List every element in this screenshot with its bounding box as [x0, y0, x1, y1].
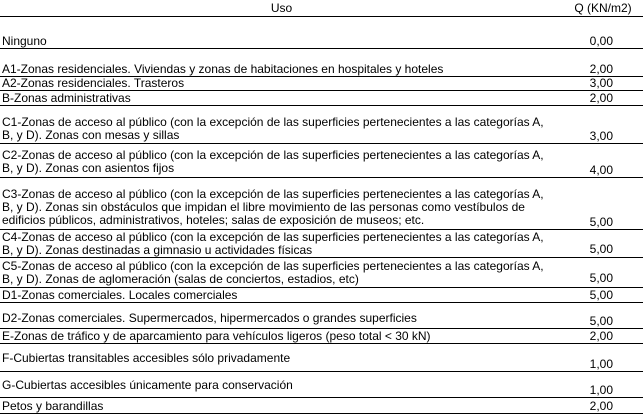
row-q: 2,00 — [589, 62, 613, 76]
table-row — [0, 398, 643, 414]
row-uso: C4-Zonas de acceso al público (con la excepción de las superficies pertenecientes a las categorías A, B, y D). Zonas destinadas a gimnasio u actividades físicas — [2, 230, 544, 257]
row-uso: D2-Zonas comerciales. Supermercados, hipermercados o grandes superficies — [2, 311, 417, 325]
row-q: 5,00 — [589, 215, 613, 229]
row-q: 1,00 — [589, 383, 613, 397]
row-q: 5,00 — [589, 288, 613, 302]
row-uso: D1-Zonas comerciales. Locales comerciales — [2, 288, 238, 302]
table-row — [0, 230, 643, 258]
row-q: 2,00 — [589, 91, 613, 105]
row-uso: C5-Zonas de acceso al público (con la excepción de las superficies pertenecientes a las categorías A, B, y D). Zonas de aglomeración (salas de conciertos, estadios, etc) — [2, 259, 544, 286]
table-row — [0, 258, 643, 288]
row-uso: E-Zonas de tráfico y de aparcamiento para vehículos ligeros (peso total < 30 kN) — [2, 329, 431, 343]
row-q: 5,00 — [589, 314, 613, 328]
row-q: 0,00 — [589, 34, 613, 48]
row-uso: A2-Zonas residenciales. Trasteros — [2, 76, 185, 90]
table-row — [0, 178, 643, 230]
row-uso: B-Zonas administrativas — [2, 91, 131, 105]
header-uso: Uso — [270, 1, 293, 15]
row-q: 3,00 — [589, 76, 613, 90]
row-uso: G-Cubiertas accesibles únicamente para conservación — [2, 378, 293, 392]
table-row — [0, 329, 643, 344]
table-header — [0, 0, 643, 17]
table-row — [0, 91, 643, 106]
row-q: 1,00 — [589, 357, 613, 371]
row-uso: C1-Zonas de acceso al público (con la excepción de las superficies pertenecientes a las categorías A, B, y D). Zonas con mesas y sillas — [2, 115, 544, 142]
row-uso: A1-Zonas residenciales. Viviendas y zonas de habitaciones en hospitales y hoteles — [2, 62, 444, 76]
row-q: 2,00 — [589, 399, 613, 413]
row-uso: C2-Zonas de acceso al público (con la excepción de las superficies pertenecientes a las categorías A, B, y D). Zonas con asientos fijos — [2, 148, 544, 175]
row-uso: Ninguno — [2, 34, 47, 48]
row-uso: F-Cubiertas transitables accesibles sólo privadamente — [2, 351, 291, 365]
row-q: 2,00 — [589, 329, 613, 343]
row-q: 5,00 — [589, 271, 613, 285]
table-row — [0, 77, 643, 91]
header-q: Q (KN/m2) — [574, 1, 632, 15]
table-row — [0, 288, 643, 303]
row-q: 5,00 — [589, 242, 613, 256]
table-row — [0, 144, 643, 178]
row-uso: C3-Zonas de acceso al público (con la excepción de las superficies pertenecientes a las categorías A, B, y D). Zonas sin obstáculos que impidan el libre movimiento de las personas como vestíbulos de edificios públicos, administrativos, hoteles; salas de exposición de museos; etc. — [2, 187, 544, 227]
table-row — [0, 372, 643, 398]
table-row — [0, 49, 643, 77]
row-q: 3,00 — [589, 129, 613, 143]
table-row — [0, 303, 643, 329]
table-row — [0, 344, 643, 372]
row-uso: Petos y barandillas — [2, 399, 104, 413]
table-row — [0, 17, 643, 49]
row-q: 4,00 — [589, 163, 613, 177]
table-row — [0, 106, 643, 144]
